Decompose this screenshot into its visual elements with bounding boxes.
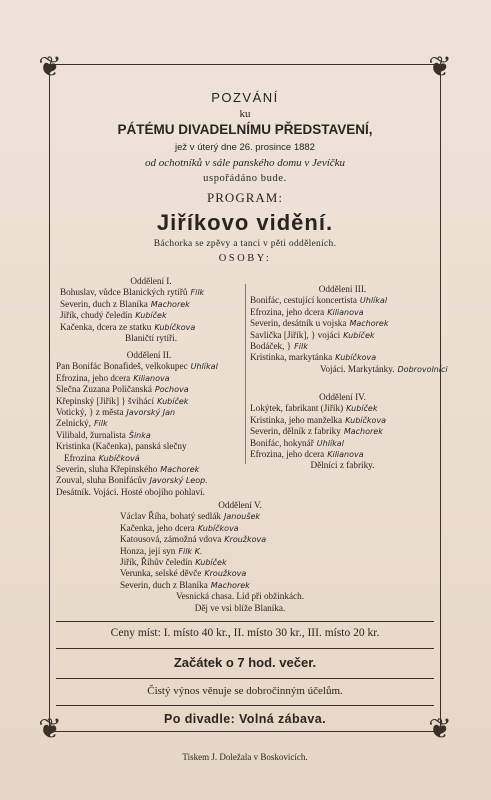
- cast-row: [120, 580, 410, 591]
- role-text: Kačenka, jeho dcera: [120, 522, 195, 533]
- act-3: [250, 284, 448, 375]
- role-text: Efrozina, jeho dcera: [250, 449, 325, 460]
- actor-handwritten: Dobrovolníci: [397, 364, 448, 374]
- cast-row: [60, 287, 242, 298]
- role-text: Jiřík, Říhův čeledín: [120, 557, 193, 568]
- after-show-line: Po divadle: Volná zábava.: [164, 712, 326, 726]
- actor-handwritten: Pochova: [154, 385, 189, 395]
- cast-row: [60, 322, 242, 333]
- role-text: Křepinský [Jiřík] } švihácí: [56, 395, 155, 406]
- cast-row: [56, 384, 242, 395]
- cast-row: [250, 363, 448, 375]
- actor-handwritten: Filk: [294, 342, 308, 352]
- act-2: [56, 350, 242, 498]
- role-text: Desátník. Vojáci. Hosté obojího pohlaví.: [56, 486, 205, 497]
- cast-row: [250, 307, 435, 318]
- cast-row: [120, 568, 410, 579]
- ornament-flourish-icon: ❦: [428, 52, 452, 83]
- persons-heading: OSOBY:: [218, 253, 272, 264]
- cast-row: [56, 373, 242, 384]
- role-text: Efrozina: [64, 452, 96, 463]
- cast-row: [56, 487, 242, 498]
- role-text: Slečna Zuzana Poličanská: [56, 384, 152, 395]
- actor-handwritten: Kubíčkova: [154, 322, 196, 332]
- role-text: Bonifác, hokynář: [250, 437, 314, 448]
- printer-line: Tiskem J. Doležala v Boskovicích.: [182, 752, 308, 762]
- cast-row: [250, 415, 435, 426]
- cast-row: [250, 352, 435, 363]
- role-text: Bodáček, }: [250, 341, 292, 352]
- actor-handwritten: Machorek: [343, 427, 383, 437]
- role-text: Efrozina, jeho dcera: [56, 372, 131, 383]
- actor-handwritten: Kilianova: [133, 373, 170, 383]
- ornament-flourish-icon: ❦: [428, 714, 452, 745]
- cast-row: [250, 403, 435, 414]
- role-text: Václav Říha, bohatý sedlák: [120, 511, 222, 522]
- actor-handwritten: Kroužkova: [224, 535, 267, 545]
- cast-row: [120, 511, 410, 522]
- role-text: Efrozina, jeho dcera: [250, 306, 325, 317]
- divider-line: [56, 678, 434, 679]
- prices-line: Ceny míst: I. místo 40 kr., II. místo 30 kr., III. místo 20 kr.: [110, 627, 380, 639]
- program-heading: PROGRAM:: [207, 190, 283, 205]
- divider-line: [56, 648, 434, 649]
- play-title: Jiříkovo vidění.: [156, 210, 334, 235]
- actor-handwritten: Kubíček: [343, 330, 375, 340]
- role-text: Votický, } z města: [56, 407, 124, 418]
- actor-handwritten: Uhlíkal: [359, 296, 388, 306]
- act-1: [60, 276, 242, 344]
- actor-handwritten: Machorek: [150, 299, 190, 309]
- actor-handwritten: Kubíčkova: [197, 523, 239, 533]
- cast-row: [120, 603, 360, 614]
- actor-handwritten: Machorek: [349, 319, 389, 329]
- cast-row: [250, 341, 435, 352]
- cast-row: [56, 430, 242, 441]
- cast-row: [250, 460, 435, 471]
- role-text: Severin, duch z Blaníka: [120, 579, 208, 590]
- role-text: Zouval, sluha Bonifácův: [56, 475, 147, 486]
- role-text: Vilibald, žurnalista: [56, 429, 126, 440]
- column-divider: [245, 284, 246, 464]
- cast-row: [56, 441, 242, 452]
- cast-row: [250, 426, 435, 437]
- cast-row: [60, 310, 242, 321]
- role-text: Blaničtí rytíři.: [124, 333, 178, 344]
- role-text: Vojáci. Markytánky.: [320, 363, 395, 374]
- role-text: Honza, její syn: [120, 545, 176, 556]
- role-text: Kristinka, jeho manželka: [250, 414, 343, 425]
- role-text: Severin, duch z Blaníka: [60, 298, 148, 309]
- ornament-flourish-icon: ❦: [38, 52, 62, 83]
- role-text: Bonifác, cestující koncertista: [250, 295, 357, 306]
- cast-row: [56, 475, 242, 486]
- actor-handwritten: Kubíčková: [98, 453, 140, 463]
- cast-row: [250, 449, 435, 460]
- cast-row: [56, 464, 242, 475]
- role-text: Dělníci z fabriky.: [310, 460, 375, 471]
- role-text: Vesnická chasa. Lid při obžinkách.: [175, 591, 305, 602]
- act-heading: Oddělení III.: [318, 284, 367, 294]
- act-4: [250, 392, 435, 472]
- divider-line: [56, 621, 434, 622]
- role-text: Katousová, zámožná vdova: [120, 534, 222, 545]
- role-text: Zelnický,: [56, 418, 91, 429]
- cast-row: [250, 438, 435, 449]
- role-text: Verunka, selské děvče: [120, 568, 202, 579]
- role-text: Pan Bonifác Bonafideš, velkokupec: [56, 361, 188, 372]
- performance-date: jež v úterý dne 26. prosince 1882: [175, 142, 315, 153]
- genre-line: Báchorka se zpěvy a tanci v pěti odděleních.: [153, 239, 337, 249]
- actor-handwritten: Machorek: [210, 580, 250, 590]
- cast-row: [250, 318, 435, 329]
- cast-row: [60, 333, 242, 344]
- role-text: Lokýtek, fabrikant (Jiřík): [250, 403, 344, 414]
- cast-row: [56, 453, 242, 464]
- role-text: Severin, sluha Křepinského: [56, 464, 158, 475]
- actor-handwritten: Kubíčkova: [345, 415, 387, 425]
- act-heading: Oddělení II.: [126, 350, 172, 360]
- actor-handwritten: Filk: [190, 288, 205, 298]
- actor-handwritten: Machorek: [160, 465, 200, 475]
- role-text: Kristinka (Kačenka), panská slečny: [56, 441, 187, 452]
- cast-row: [250, 330, 435, 341]
- ornament-flourish-icon: ❦: [38, 714, 62, 745]
- performance-title: PÁTÉMU DIVADELNÍMU PŘEDSTAVENÍ,: [117, 122, 373, 137]
- role-text: Savlička [Jiřík], } vojáci: [250, 329, 341, 340]
- actor-handwritten: Janoušek: [224, 512, 261, 522]
- actor-handwritten: Kilianova: [327, 450, 364, 460]
- role-text: Severin, desátník u vojska: [250, 318, 347, 329]
- actor-handwritten: Kubíček: [157, 396, 189, 406]
- actor-handwritten: Šinka: [128, 430, 151, 440]
- act-heading: Oddělení I.: [130, 276, 172, 286]
- charity-line: Čistý výnos věnuje se dobročinným účelům.: [147, 685, 343, 697]
- act-heading: Oddělení V.: [218, 500, 262, 510]
- actor-handwritten: Uhlíkal: [316, 438, 344, 448]
- actor-handwritten: Kubíček: [135, 311, 167, 321]
- actor-handwritten: Kilianova: [327, 307, 364, 317]
- ku-line: ku: [239, 108, 251, 120]
- cast-row: [120, 523, 410, 534]
- role-text: Jiřík, chudý čeledín: [60, 310, 133, 321]
- role-text: Děj ve vsi blíže Blaníka.: [194, 602, 286, 613]
- invite-heading: POZVÁNÍ: [211, 90, 279, 105]
- cast-row: [120, 546, 410, 557]
- actor-handwritten: Filk: [93, 419, 108, 429]
- organizer-line: od ochotníků v sále panského domu v Jevíčku: [144, 157, 346, 169]
- role-text: Severin, dělník z fabriky: [250, 426, 341, 437]
- cast-row: [56, 418, 242, 429]
- role-text: Kristinka, markytánka: [250, 352, 333, 363]
- cast-row: [120, 534, 410, 545]
- cast-row: [120, 591, 360, 602]
- act-heading: Oddělení IV.: [319, 392, 366, 402]
- actor-handwritten: Kubíček: [346, 404, 378, 414]
- actor-handwritten: Kubíčkova: [335, 353, 377, 363]
- actor-handwritten: Kubíček: [195, 558, 227, 568]
- actor-handwritten: Javorský Leop.: [149, 476, 208, 486]
- cast-row: [120, 557, 410, 568]
- arranged-line: uspořádáno bude.: [203, 173, 287, 184]
- actor-handwritten: Uhlíkal: [190, 362, 218, 372]
- cast-row: [250, 295, 435, 306]
- actor-handwritten: Kroužkova: [204, 569, 247, 579]
- cast-row: [56, 361, 242, 372]
- act-5: [120, 500, 410, 614]
- actor-handwritten: Javorský Jan: [126, 408, 176, 418]
- actor-handwritten: Filk K.: [178, 546, 203, 556]
- divider-line: [56, 705, 434, 706]
- role-text: Bohuslav, vůdce Blanických rytířů: [60, 287, 188, 298]
- start-time: Začátek o 7 hod. večer.: [173, 655, 317, 670]
- cast-row: [60, 299, 242, 310]
- cast-row: [56, 407, 242, 418]
- cast-row: [56, 396, 242, 407]
- role-text: Kačenka, dcera ze statku: [60, 321, 152, 332]
